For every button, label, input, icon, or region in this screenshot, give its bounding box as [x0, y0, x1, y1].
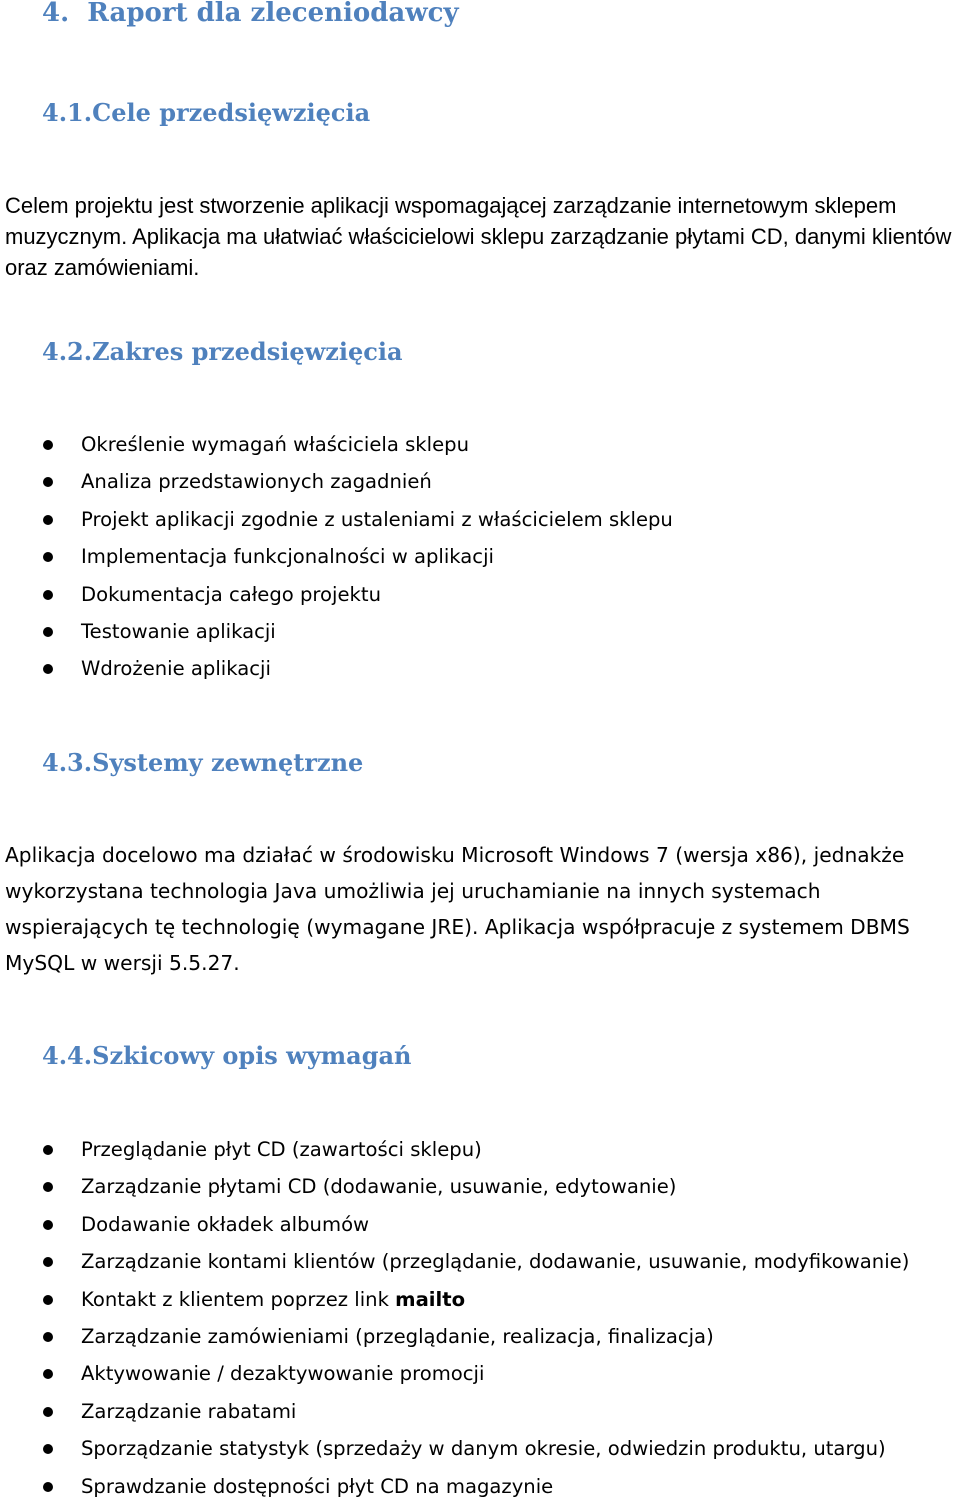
bullet-icon [43, 1220, 53, 1230]
subsection-number: 4.4. [42, 1041, 93, 1070]
section-heading [42, 0, 459, 26]
subsection-number: 4.1. [42, 98, 93, 127]
list-item: Kontakt z klientem poprzez link mailto [0, 1281, 960, 1318]
subsection-heading-external-systems [42, 748, 364, 777]
list-item: Przeglądanie płyt CD (zawartości sklepu) [0, 1131, 960, 1168]
list-item: Określenie wymagań właściciela sklepu [0, 426, 960, 463]
subsection-title: Systemy zewnętrzne [92, 748, 364, 777]
subsection-heading-goals [42, 98, 371, 127]
list-item: Wdrożenie aplikacji [0, 650, 960, 687]
mailto-emphasis: mailto [395, 1287, 466, 1311]
list-item: Analiza przedstawionych zagadnień [0, 463, 960, 500]
bullet-icon [43, 590, 53, 600]
list-item: Sprawdzanie dostępności płyt CD na magazynie [0, 1468, 960, 1505]
list-item: Zarządzanie kontami klientów (przeglądanie, dodawanie, usuwanie, modyfikowanie) [0, 1243, 960, 1280]
list-item: Implementacja funkcjonalności w aplikacji [0, 538, 960, 575]
list-item: Aktywowanie / dezaktywowanie promocji [0, 1355, 960, 1392]
subsection-title: Cele przedsięwzięcia [92, 98, 371, 127]
subsection-number: 4.3. [42, 748, 93, 777]
bullet-icon [43, 1407, 53, 1417]
subsection-heading-requirements [42, 1041, 412, 1070]
list-item: Testowanie aplikacji [0, 613, 960, 650]
bullet-icon [43, 1332, 53, 1342]
subsection-number: 4.2. [42, 337, 93, 366]
bullet-icon [43, 477, 53, 487]
goals-paragraph: Celem projektu jest stworzenie aplikacji wspomagającej zarządzanie internetowym sklepem muzycznym. Aplikacja ma ułatwiać właścicielowi sklepu zarządzanie płytami CD, danymi klientów oraz zamówieniami. [5, 193, 952, 280]
list-item: Sporządzanie statystyk (sprzedaży w danym okresie, odwiedzin produktu, utargu) [0, 1430, 960, 1467]
bullet-icon [43, 627, 53, 637]
bullet-icon [43, 552, 53, 562]
list-item: Projekt aplikacji zgodnie z ustaleniami z właścicielem sklepu [0, 501, 960, 538]
bullet-icon [43, 1145, 53, 1155]
subsection-heading-scope [42, 337, 403, 366]
bullet-icon [43, 515, 53, 525]
requirements-list [0, 1131, 960, 1505]
external-systems-paragraph: Aplikacja docelowo ma działać w środowisku Microsoft Windows 7 (wersja x86), jednakże wykorzystana technologia Java umożliwia jej uruchamianie na innych systemach wspierających tę technologię (wymagane JRE). Aplikacja współpracuje z systemem DBMS MySQL w wersji 5.5.27. [5, 843, 910, 975]
bullet-icon [43, 440, 53, 450]
bullet-icon [43, 1482, 53, 1492]
list-item: Zarządzanie płytami CD (dodawanie, usuwanie, edytowanie) [0, 1168, 960, 1205]
section-title: Raport dla zleceniodawcy [87, 0, 459, 28]
bullet-icon [43, 1295, 53, 1305]
bullet-icon [43, 664, 53, 674]
subsection-title: Szkicowy opis wymagań [92, 1041, 412, 1070]
list-item: Dokumentacja całego projektu [0, 576, 960, 613]
subsection-title: Zakres przedsięwzięcia [92, 337, 403, 366]
section-number: 4. [42, 0, 70, 28]
list-item: Zarządzanie rabatami [0, 1393, 960, 1430]
bullet-icon [43, 1444, 53, 1454]
bullet-icon [43, 1182, 53, 1192]
list-item: Zarządzanie zamówieniami (przeglądanie, realizacja, finalizacja) [0, 1318, 960, 1355]
scope-list [0, 426, 960, 688]
bullet-icon [43, 1257, 53, 1267]
list-item: Dodawanie okładek albumów [0, 1206, 960, 1243]
bullet-icon [43, 1369, 53, 1379]
